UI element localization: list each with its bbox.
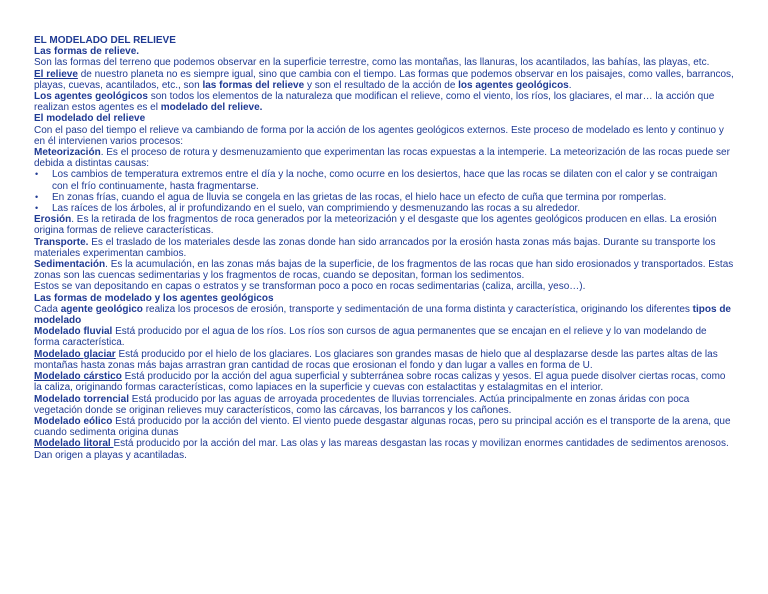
bullet-icon: • xyxy=(35,203,39,214)
term-modelado-litoral: Modelado litoral xyxy=(34,438,114,450)
term-transporte: Transporte. xyxy=(34,236,89,248)
term-erosion: Erosión xyxy=(34,214,72,226)
bullet-icon: • xyxy=(35,169,39,180)
paragraph-tipos-intro: Cada agente geológico realiza los procesos de erosión, transporte y sedimentación de una forma distinta y característica, originando los diferentes tipos de modelado xyxy=(34,303,731,327)
paragraph-eolico: Modelado eólico Está producido por la acción del viento. El viento puede desgastar algunas rocas, pero su principal acción es el transporte de la arena, que cuando sedimenta origina dunas xyxy=(34,415,731,439)
term-modelado-fluvial: Modelado fluvial xyxy=(34,326,113,338)
section-heading-modelado: El modelado del relieve xyxy=(34,113,146,125)
section-heading-formas: Las formas de relieve. xyxy=(34,46,140,58)
term-el-relieve: El relieve xyxy=(34,68,78,80)
list-item: • En zonas frías, cuando el agua de lluvia se congela en las grietas de las rocas, el hielo hace un efecto de cuña que termina por romperlas. xyxy=(35,191,667,203)
term-sedimentacion: Sedimentación xyxy=(34,259,106,271)
paragraph-formas-definicion: Son las formas del terreno que podemos observar en la superficie terrestre, como las montañas, las llanuras, los acantilados, las bahías, las playas, etc. xyxy=(34,57,710,69)
paragraph-meteorizacion: Meteorización. Es el proceso de rotura y desmenuzamiento que experimentan las rocas expuestas a la intemperie. La meteorización de las rocas puede ser debida a distintas causas: xyxy=(34,147,730,170)
list-item: • Los cambios de temperatura extremos entre el día y la noche, como ocurre en los desiertos, hace que las rocas se dilaten con el calor y se contraigan con el frío continuamente, hasta fragmentarse. xyxy=(35,169,718,192)
term-modelado-eolico: Modelado eólico xyxy=(34,415,113,427)
paragraph-agentes: Los agentes geológicos son todos los elementos de la naturaleza que modifican el relieve, como el viento, los ríos, los glaciares, el mar… la acción que realizan estos agentes es el modelado del relieve. xyxy=(34,91,715,114)
paragraph-estratos: Estos se van depositando en capas o estratos y se transforman poco a poco en rocas sedimentarias (caliza, arcilla, yeso…). xyxy=(34,281,586,293)
paragraph-fluvial: Modelado fluvial Está producido por el agua de los ríos. Los ríos son cursos de agua permanentes que se encajan en el relieve y lo van modelando de forma característica. xyxy=(34,326,707,349)
paragraph-torrencial: Modelado torrencial Está producido por las aguas de arroyada procedentes de lluvias torrenciales. Actúa principalmente en zonas áridas con poca vegetación donde se originan relieves muy característicos, como las cárcavas, los barrancos y los cañones. xyxy=(34,393,690,416)
term-modelado-torrencial: Modelado torrencial xyxy=(34,393,130,405)
paragraph-glaciar: Modelado glaciar Está producido por el hielo de los glaciares. Los glaciares son grandes masas de hielo que al desplazarse desde las partes altas de las montañas hasta zonas más bajas arrastran gran cantidad de rocas que erosionan el fondo y dan lugar a valles en forma de U. xyxy=(34,348,718,371)
list-item: • Las raíces de los árboles, al ir profundizando en el suelo, van comprimiendo y desmenuzando las rocas a su alrededor. xyxy=(35,203,581,215)
section-heading-tipos: Las formas de modelado y los agentes geológicos xyxy=(34,292,274,304)
document-title: EL MODELADO DEL RELIEVE xyxy=(34,35,176,46)
paragraph-carstico: Modelado cárstico Está producido por la acción del agua superficial y subterránea sobre rocas calizas y yesos. El agua puede disolver ciertas rocas, como la caliza, originando formas características, como lapiaces en la superficie y cuevas con estalactitas y estalagmitas en el interior. xyxy=(34,371,726,394)
paragraph-sedimentacion: Sedimentación. Es la acumulación, en las zonas más bajas de la superficie, de los fragmentos de las rocas que han sido erosionados y transportados. Estas zonas son las cuencas sedimentarias y los fragmentos de rocas, cuando se depositan, forman los sedimentos. xyxy=(34,259,734,282)
term-agentes-geologicos: Los agentes geológicos xyxy=(34,91,148,103)
meteorizacion-causes-list xyxy=(34,169,734,214)
paragraph-modelado-intro: Con el paso del tiempo el relieve va cambiando de forma por la acción de los agentes geológicos externos. Este proceso de modelado es lento y continuo y en él intervienen varios procesos: xyxy=(34,124,724,147)
paragraph-relieve: El relieve de nuestro planeta no es siempre igual, sino que cambia con el tiempo. Las formas que podemos observar en los paisajes, como valles, barrancos, playas, cuevas, acantilados, etc., son las formas del relieve y son el resultado de la acción de los agentes geológicos. xyxy=(34,68,734,91)
paragraph-litoral: Modelado litoral Está producido por la acción del mar. Las olas y las mareas desgastan las rocas y movilizan enormes cantidades de sedimentos arenosos. Dan origen a playas y acantiladas. xyxy=(34,438,729,461)
document-page xyxy=(34,35,734,461)
paragraph-transporte: Transporte. Es el traslado de los materiales desde las zonas donde han sido arrancados por la erosión hasta zonas más bajas. Durante su transporte los materiales experimentan cambios. xyxy=(34,236,716,259)
term-meteorizacion: Meteorización xyxy=(34,147,101,159)
bullet-icon: • xyxy=(35,191,39,202)
term-modelado-carstico: Modelado cárstico xyxy=(34,371,122,383)
paragraph-erosion: Erosión. Es la retirada de los fragmentos de roca generados por la meteorización y el desgaste que los agentes geológicos producen en ellas. La erosión origina formas de relieve características. xyxy=(34,214,717,237)
term-modelado-glaciar: Modelado glaciar xyxy=(34,348,116,360)
